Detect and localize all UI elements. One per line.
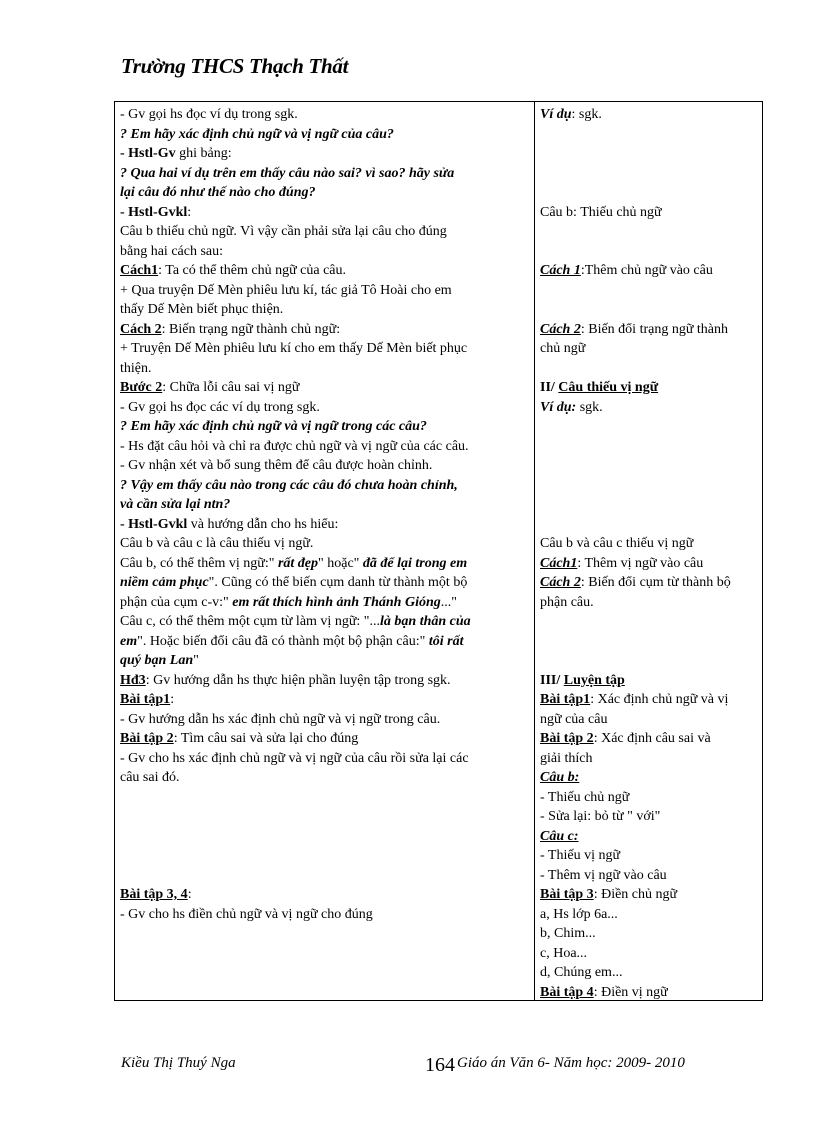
text-line: - Thiếu chủ ngữ <box>540 789 630 805</box>
question-line: ? Qua hai ví dụ trên em thấy câu nào sai? vì sao? hãy sửa <box>120 165 455 181</box>
text-line: - Hstl-Gv ghi bảng: <box>120 146 232 161</box>
text-line: Cách 2: Biến trạng ngữ thành chủ ngữ: <box>120 321 341 337</box>
spacer <box>540 125 758 203</box>
text-line: Bài tập1: Xác định chủ ngữ và vị <box>540 692 729 707</box>
column-divider <box>534 102 535 1000</box>
text-line: bằng hai cách sau: <box>120 243 224 259</box>
page-number: 164 <box>425 1054 455 1076</box>
text-line: Bài tập 2: Tìm câu sai và sửa lại cho đúng <box>120 731 359 746</box>
text-line: chủ ngữ <box>540 341 586 356</box>
text-line: Bài tập 3: Điền chủ ngữ <box>540 887 678 902</box>
text-line: Ví dụ: sgk. <box>540 107 602 122</box>
text-line: Câu b: Thiếu chủ ngữ <box>540 204 662 220</box>
text-line: + Qua truyện Dế Mèn phiêu lưu kí, tác giả Tô Hoài cho em <box>120 282 452 298</box>
text-line: Bài tập 3, 4: <box>120 887 192 902</box>
text-line: Cách1: Thêm vị ngữ vào câu <box>540 555 704 571</box>
text-line: câu sai đó. <box>120 770 180 785</box>
text-line: phận của cụm c-v:" em rất thích hình ảnh Thánh Gióng..." <box>120 594 457 610</box>
text-line: - Sửa lại: bỏ từ " với" <box>540 809 661 824</box>
text-line: thiện. <box>120 360 152 376</box>
text-line: - Gv gọi hs đọc ví dụ trong sgk. <box>120 107 298 122</box>
section-heading: II/ Câu thiếu vị ngữ <box>540 380 659 395</box>
question-line: và cần sửa lại ntn? <box>120 497 231 512</box>
spacer <box>540 417 758 534</box>
text-line: Cách 2: Biến đổi trạng ngữ thành <box>540 321 729 337</box>
footer-author: Kiều Thị Thuý Nga <box>121 1055 236 1071</box>
text-line: Cách 2: Biến đổi cụm từ thành bộ <box>540 575 731 590</box>
text-line: - Thêm vị ngữ vào câu <box>540 867 667 883</box>
text-line: phận câu. <box>540 594 594 610</box>
text-line: niềm cảm phục". Cũng có thể biến cụm danh từ thành một bộ <box>120 575 468 590</box>
text-line: b, Chim... <box>540 926 596 941</box>
activities-column <box>120 105 527 924</box>
question-line: ? Em hãy xác định chủ ngữ và vị ngữ của câu? <box>120 126 394 142</box>
text-line: thấy Dế Mèn biết phục thiện. <box>120 302 284 317</box>
spacer <box>540 281 758 320</box>
text-line: Câu b và câu c thiếu vị ngữ <box>540 536 694 551</box>
text-line: - Hs đặt câu hỏi và chỉ ra được chủ ngữ và vị ngữ của các câu. <box>120 438 469 454</box>
content-column <box>540 105 758 1002</box>
text-line: giải thích <box>540 750 593 766</box>
text-line: Ví dụ: sgk. <box>540 399 603 415</box>
text-line: Hđ3: Gv hướng dẫn hs thực hiện phần luyện tập trong sgk. <box>120 672 451 688</box>
spacer <box>120 788 527 886</box>
text-line: - Hstl-Gvkl và hướng dẫn cho hs hiểu: <box>120 516 339 532</box>
spacer <box>540 359 758 379</box>
text-line: - Gv gọi hs đọc các ví dụ trong sgk. <box>120 399 320 415</box>
text-line: Bài tập 2: Xác định câu sai và <box>540 731 711 746</box>
text-line: quý bạn Lan" <box>120 653 199 668</box>
question-line: ? Vậy em thấy câu nào trong các câu đó chưa hoàn chỉnh, <box>120 477 458 493</box>
text-line: + Truyện Dế Mèn phiêu lưu kí cho em thấy Dế Mèn biết phục <box>120 341 468 356</box>
school-header: Trường THCS Thạch Thất <box>121 54 349 78</box>
text-line: ngữ của câu <box>540 711 608 727</box>
text-line: em". Hoặc biến đổi câu đã có thành một bộ phận câu:" tôi rất <box>120 633 464 649</box>
text-line: Câu b, có thể thêm vị ngữ:" rất đẹp" hoặc" đã để lại trong em <box>120 555 468 571</box>
text-line: - Gv cho hs xác định chủ ngữ và vị ngữ của câu rồi sửa lại các <box>120 750 469 766</box>
text-line: Câu b và câu c là câu thiếu vị ngữ. <box>120 536 314 551</box>
text-line: Bài tập 4: Điền vị ngữ <box>540 984 668 1000</box>
lesson-table <box>114 101 763 1001</box>
text-line: Bài tập1: <box>120 692 175 707</box>
text-line: Bước 2: Chữa lỗi câu sai vị ngữ <box>120 380 300 395</box>
text-line: Cách 1:Thêm chủ ngữ vào câu <box>540 263 713 278</box>
text-line: - Gv cho hs điền chủ ngữ và vị ngữ cho đúng <box>120 906 373 922</box>
text-line: Cách1: Ta có thể thêm chủ ngữ của câu. <box>120 263 347 278</box>
text-line: d, Chúng em... <box>540 965 623 980</box>
text-line: - Hstl-Gvkl: <box>120 204 192 220</box>
text-line: - Thiếu vị ngữ <box>540 848 621 863</box>
text-line: - Gv hướng dẫn hs xác định chủ ngữ và vị ngữ trong câu. <box>120 711 441 727</box>
text-line: a, Hs lớp 6a... <box>540 906 618 922</box>
text-line: Câu b thiếu chủ ngữ. Vì vậy cần phải sửa lại câu cho đúng <box>120 224 447 239</box>
text-line: c, Hoa... <box>540 945 588 961</box>
text-line: Câu c, có thể thêm một cụm từ làm vị ngữ: "...là bạn thân của <box>120 614 471 629</box>
section-heading: III/ Luyện tập <box>540 672 625 688</box>
text-line: - Gv nhận xét và bổ sung thêm để câu được hoàn chỉnh. <box>120 458 433 473</box>
question-line: lại câu đó như thế nào cho đúng? <box>120 185 316 200</box>
spacer <box>540 612 758 671</box>
sub-heading: Câu c: <box>540 828 579 844</box>
footer-title: Giáo án Văn 6- Năm học: 2009- 2010 <box>457 1055 685 1071</box>
spacer <box>540 222 758 261</box>
sub-heading: Câu b: <box>540 770 580 785</box>
question-line: ? Em hãy xác định chủ ngữ và vị ngữ trong các câu? <box>120 419 427 434</box>
